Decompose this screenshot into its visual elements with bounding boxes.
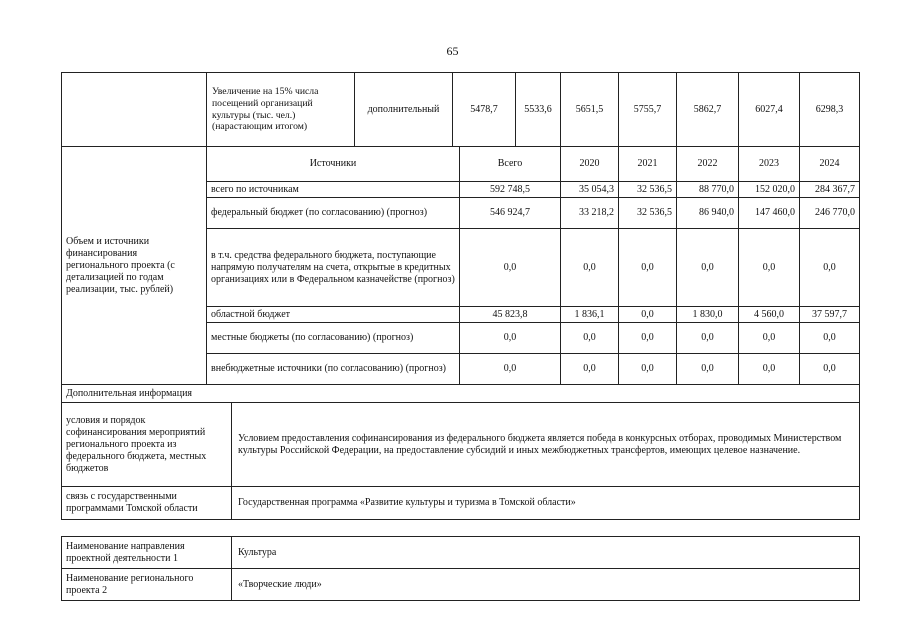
finance-value: 0,0	[641, 363, 654, 374]
finance-value: 0,0	[823, 332, 836, 343]
additional-info-heading: Дополнительная информация	[66, 387, 193, 399]
finance-row-label: областной бюджет	[211, 308, 291, 320]
finance-row-total: 546 924,7	[490, 207, 530, 218]
project-value: «Творческие люди»	[238, 578, 322, 590]
finance-value: 0,0	[762, 363, 776, 374]
page-number: 65	[446, 44, 459, 58]
finance-value: 284 367,7	[815, 183, 855, 195]
finance-value: 152 020,0	[755, 183, 795, 195]
finance-value: 246 770,0	[815, 207, 855, 218]
conditions-text: Условием предоставления софинансирования из федерального бюджета является победа в конкурсных отборах, проводимых Министерством культуры Российской Федерации, на предоставление субсидий и иных межбюджетных трансфертов, имеющих целевое назначение.	[238, 432, 842, 456]
finance-value: 147 460,0	[755, 207, 795, 218]
direction-label: Наименование направления проектной деятельности 1	[66, 540, 185, 564]
indicator-type: дополнительный	[367, 103, 440, 115]
finance-label: Объем и источники финансирования регионального проекта (с детализацией по годам реализации, тыс. рублей)	[66, 235, 175, 295]
finance-value: 0,0	[641, 261, 654, 273]
indicator-value: 5533,6	[524, 103, 552, 115]
table-line	[61, 519, 860, 520]
programs-link-text: Государственная программа «Развитие культуры и туризма в Томской области»	[238, 497, 576, 508]
indicator-label: Увеличение на 15% числа посещений организаций культуры (тыс. чел.) (нарастающим итогом)	[212, 86, 319, 133]
finance-value: 0,0	[762, 261, 776, 273]
finance-row-label: в т.ч. средства федерального бюджета, поступающие напрямую получателям на счета, открытые в кредитных организациях или в Федеральном казначействе (прогноз)	[211, 249, 455, 285]
finance-row-label: всего по источникам	[211, 183, 299, 195]
header-year: 2023	[759, 158, 779, 169]
conditions-label: условия и порядок софинансирования мероприятий регионального проекта из федерального бюджета, местных бюджетов	[66, 414, 207, 474]
finance-row-total: 0,0	[503, 332, 517, 343]
finance-value: 0,0	[823, 363, 836, 374]
indicator-value: 5755,7	[633, 103, 662, 115]
finance-row-label: федеральный бюджет (по согласованию) (прогноз)	[211, 207, 428, 218]
header-sources: Источники	[309, 158, 357, 169]
finance-row-label: внебюджетные источники (по согласованию) (прогноз)	[211, 363, 446, 374]
programs-link-label: связь с государственными программами Томской области	[66, 491, 198, 514]
table-border	[859, 536, 860, 601]
indicator-value: 5862,7	[693, 103, 722, 115]
finance-value: 0,0	[701, 363, 714, 374]
finance-row-total: 592 748,5	[490, 183, 530, 195]
finance-value: 88 770,0	[699, 183, 734, 195]
header-year: 2021	[637, 158, 658, 169]
finance-value: 35 054,3	[579, 183, 614, 195]
project-label: Наименование регионального проекта 2	[66, 572, 194, 596]
finance-value: 4 560,0	[754, 308, 784, 320]
finance-value: 0,0	[823, 261, 836, 273]
table-line	[61, 600, 860, 601]
table-border	[859, 72, 860, 519]
finance-value: 32 536,5	[637, 183, 672, 195]
finance-value: 1 836,1	[574, 308, 605, 320]
finance-row-total: 0,0	[503, 261, 517, 273]
finance-value: 86 940,0	[699, 207, 734, 218]
finance-value: 37 597,7	[812, 308, 847, 320]
finance-value: 0,0	[583, 363, 596, 374]
indicator-value: 5478,7	[470, 103, 498, 115]
header-year: 2022	[697, 158, 718, 169]
finance-value: 0,0	[641, 308, 654, 320]
header-total: Всего	[497, 158, 523, 169]
finance-row-total: 0,0	[503, 363, 517, 374]
finance-value: 0,0	[762, 332, 776, 343]
finance-row-total: 45 823,8	[492, 308, 528, 320]
header-year: 2024	[819, 158, 840, 169]
direction-value: Культура	[238, 546, 277, 558]
finance-value: 0,0	[641, 332, 654, 343]
finance-value: 33 218,2	[579, 207, 614, 218]
header-year: 2020	[579, 158, 600, 169]
finance-value: 0,0	[701, 332, 714, 343]
finance-value: 1 830,0	[692, 308, 723, 320]
finance-value: 0,0	[583, 261, 596, 273]
indicator-value: 6027,4	[755, 103, 783, 115]
finance-value: 0,0	[701, 261, 714, 273]
finance-value: 32 536,5	[637, 207, 672, 218]
indicator-value: 6298,3	[815, 103, 844, 115]
indicator-value: 5651,5	[575, 103, 604, 115]
finance-value: 0,0	[583, 332, 596, 343]
finance-row-label: местные бюджеты (по согласованию) (прогноз)	[211, 332, 414, 343]
